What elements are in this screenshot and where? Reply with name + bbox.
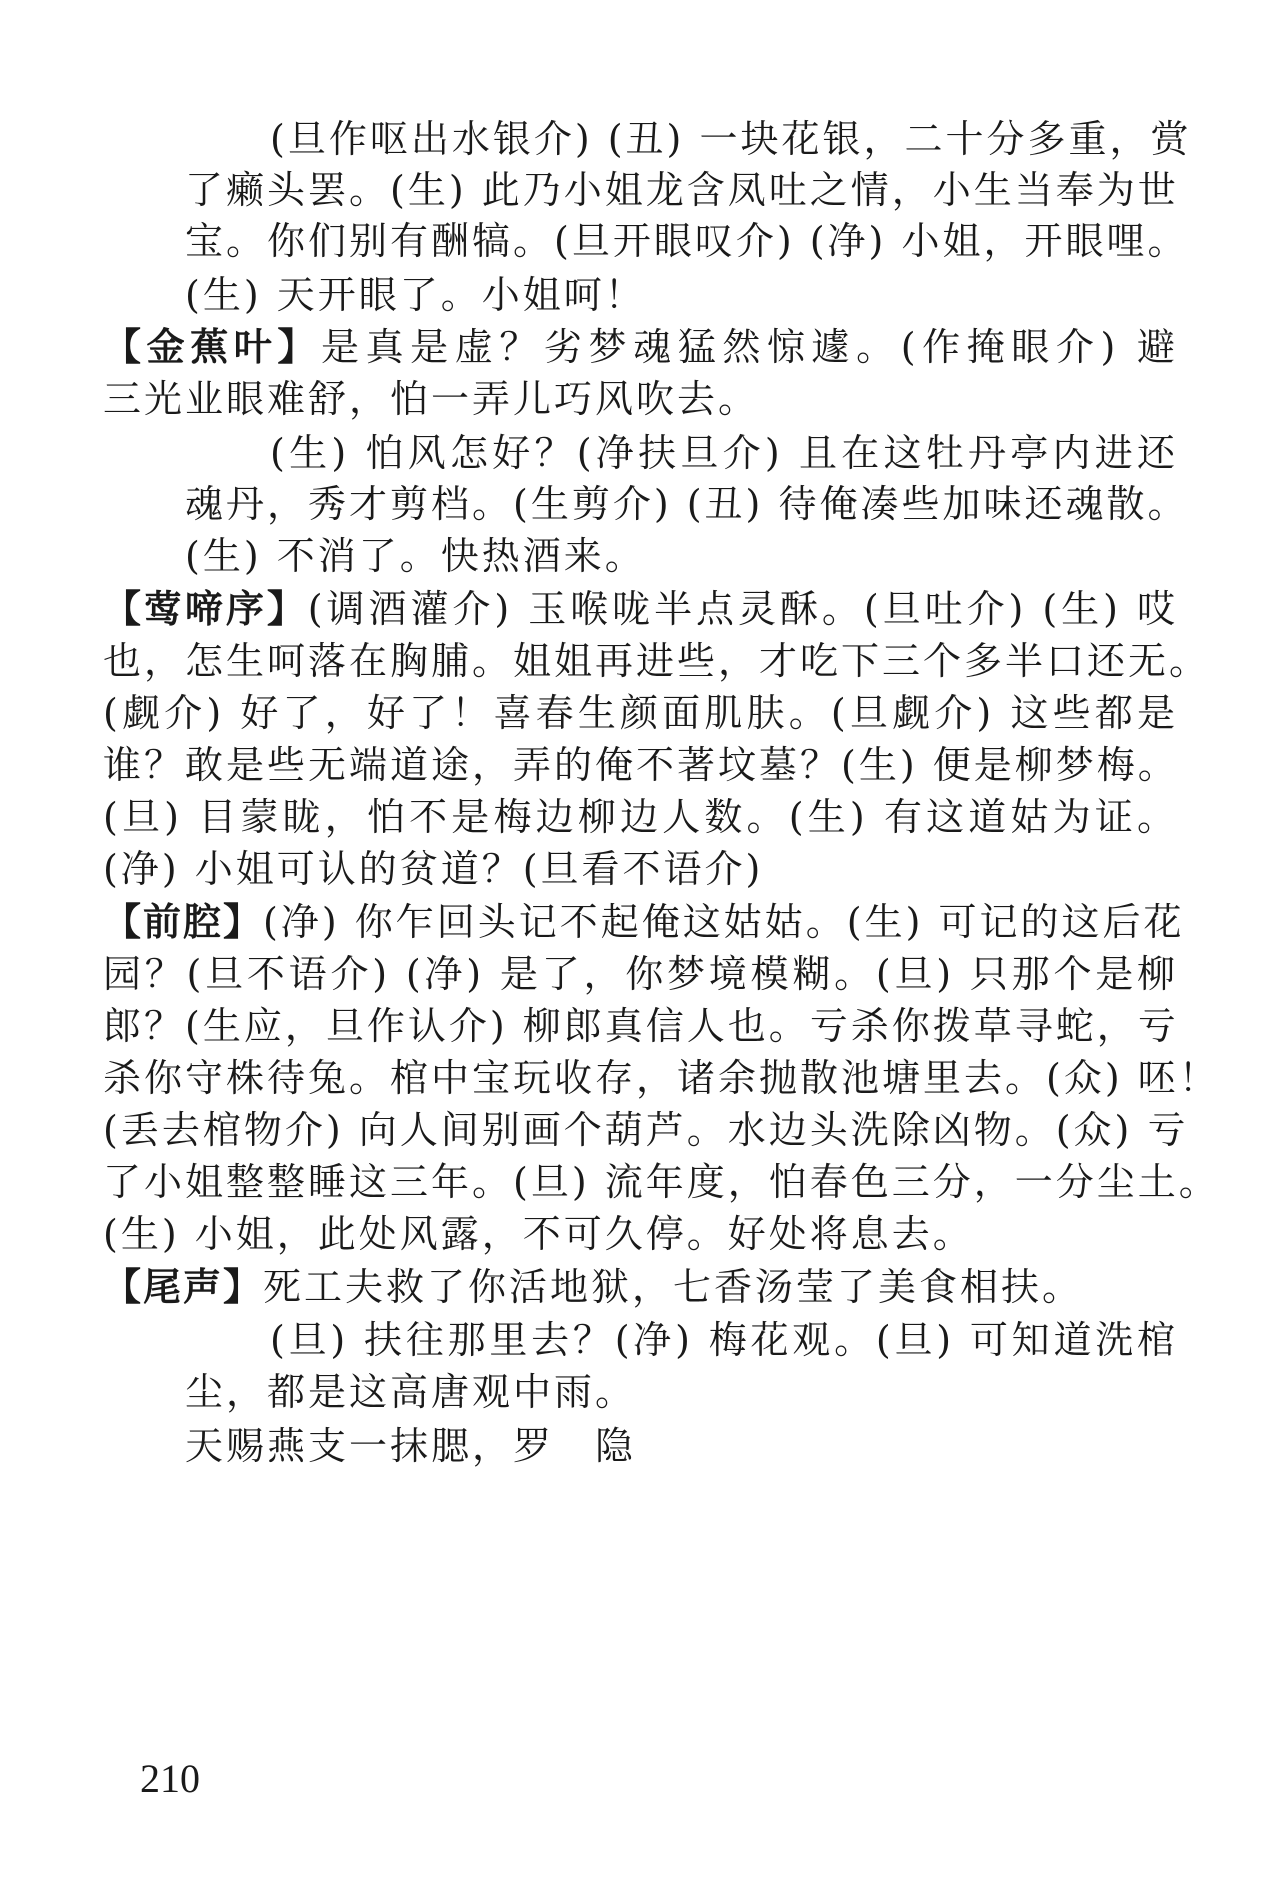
text-line: 天赐燕支一抹腮，罗 隐	[185, 1424, 637, 1468]
text-line: (生) 天开眼了。小姐呵！	[185, 273, 646, 317]
tune-title: 【尾声】	[103, 1265, 264, 1309]
text-line: (净) 小姐可认的贫道？(旦看不语介)	[103, 847, 764, 891]
text-line: (生) 小姐，此处风露，不可久停。好处将息去。	[103, 1212, 974, 1256]
text-line: 也，怎生呵落在胸脯。姐姐再进些，才吃下三个多半口还无。	[103, 639, 1211, 683]
text-line: 杀你守株待兔。棺中宝玩收存，诸余抛散池塘里去。(众) 呸！	[103, 1056, 1220, 1100]
page-number: 210	[140, 1756, 200, 1801]
tune-title: 【前腔】	[103, 900, 264, 944]
text-line: (丢去棺物介) 向人间别画个葫芦。水边头洗除凶物。(众) 亏	[103, 1108, 1189, 1152]
text-line: 园？(旦不语介) (净) 是了，你梦境模糊。(旦) 只那个是柳	[103, 952, 1178, 996]
tune-title: 【莺啼序】	[103, 587, 308, 631]
text-line: 魂丹，秀才剪档。(生剪介) (丑) 待俺凑些加味还魂散。	[185, 482, 1189, 526]
text-line: (生) 怕风怎好？(净扶旦介) 且在这牡丹亭内进还	[270, 431, 1178, 475]
text-segment: (调酒灌介) 玉喉咙半点灵酥。(旦吐介) (生) 哎	[307, 587, 1178, 631]
text-segment: 是真是虚？劣梦魂猛然惊遽。(作掩眼介) 避	[320, 325, 1178, 369]
text-line: 了癞头罢。(生) 此乃小姐龙含凤吐之情，小生当奉为世	[185, 168, 1179, 212]
text-line: 谁？敢是些无端道途，弄的俺不著坟墓？(生) 便是柳梦梅。	[103, 743, 1179, 787]
text-line: (旦) 扶往那里去？(净) 梅花观。(旦) 可知道洗棺	[270, 1318, 1178, 1362]
text-line: (旦作呕出水银介) (丑) 一块花银，二十分多重，赏	[270, 117, 1192, 161]
text-line: (觑介) 好了，好了！喜春生颜面肌肤。(旦觑介) 这些都是	[103, 691, 1178, 735]
text-segment: 死工夫救了你活地狱，七香汤莹了美食相扶。	[263, 1265, 1084, 1309]
text-line	[103, 1262, 1178, 1312]
text-line: 尘，都是这高唐观中雨。	[185, 1370, 637, 1414]
text-line: 宝。你们别有酬犒。(旦开眼叹介) (净) 小姐，开眼哩。	[185, 219, 1189, 263]
tune-title: 【金蕉叶】	[103, 325, 321, 369]
text-line: 郎？(生应，旦作认介) 柳郎真信人也。亏杀你拨草寻蛇，亏	[103, 1004, 1179, 1048]
text-segment: (净) 你乍回头记不起俺这姑姑。(生) 可记的这后花	[263, 900, 1185, 944]
text-line	[103, 584, 1178, 634]
text-line: 三光业眼难舒，怕一弄儿巧风吹去。	[103, 377, 760, 421]
text-line	[103, 897, 1185, 947]
text-line: 了小姐整整睡这三年。(旦) 流年度，怕春色三分，一分尘土。	[103, 1160, 1220, 1204]
text-line	[103, 322, 1178, 372]
text-line: (旦) 目蒙眬，怕不是梅边柳边人数。(生) 有这道姑为证。	[103, 795, 1178, 839]
text-line: (生) 不消了。快热酒来。	[185, 534, 646, 578]
